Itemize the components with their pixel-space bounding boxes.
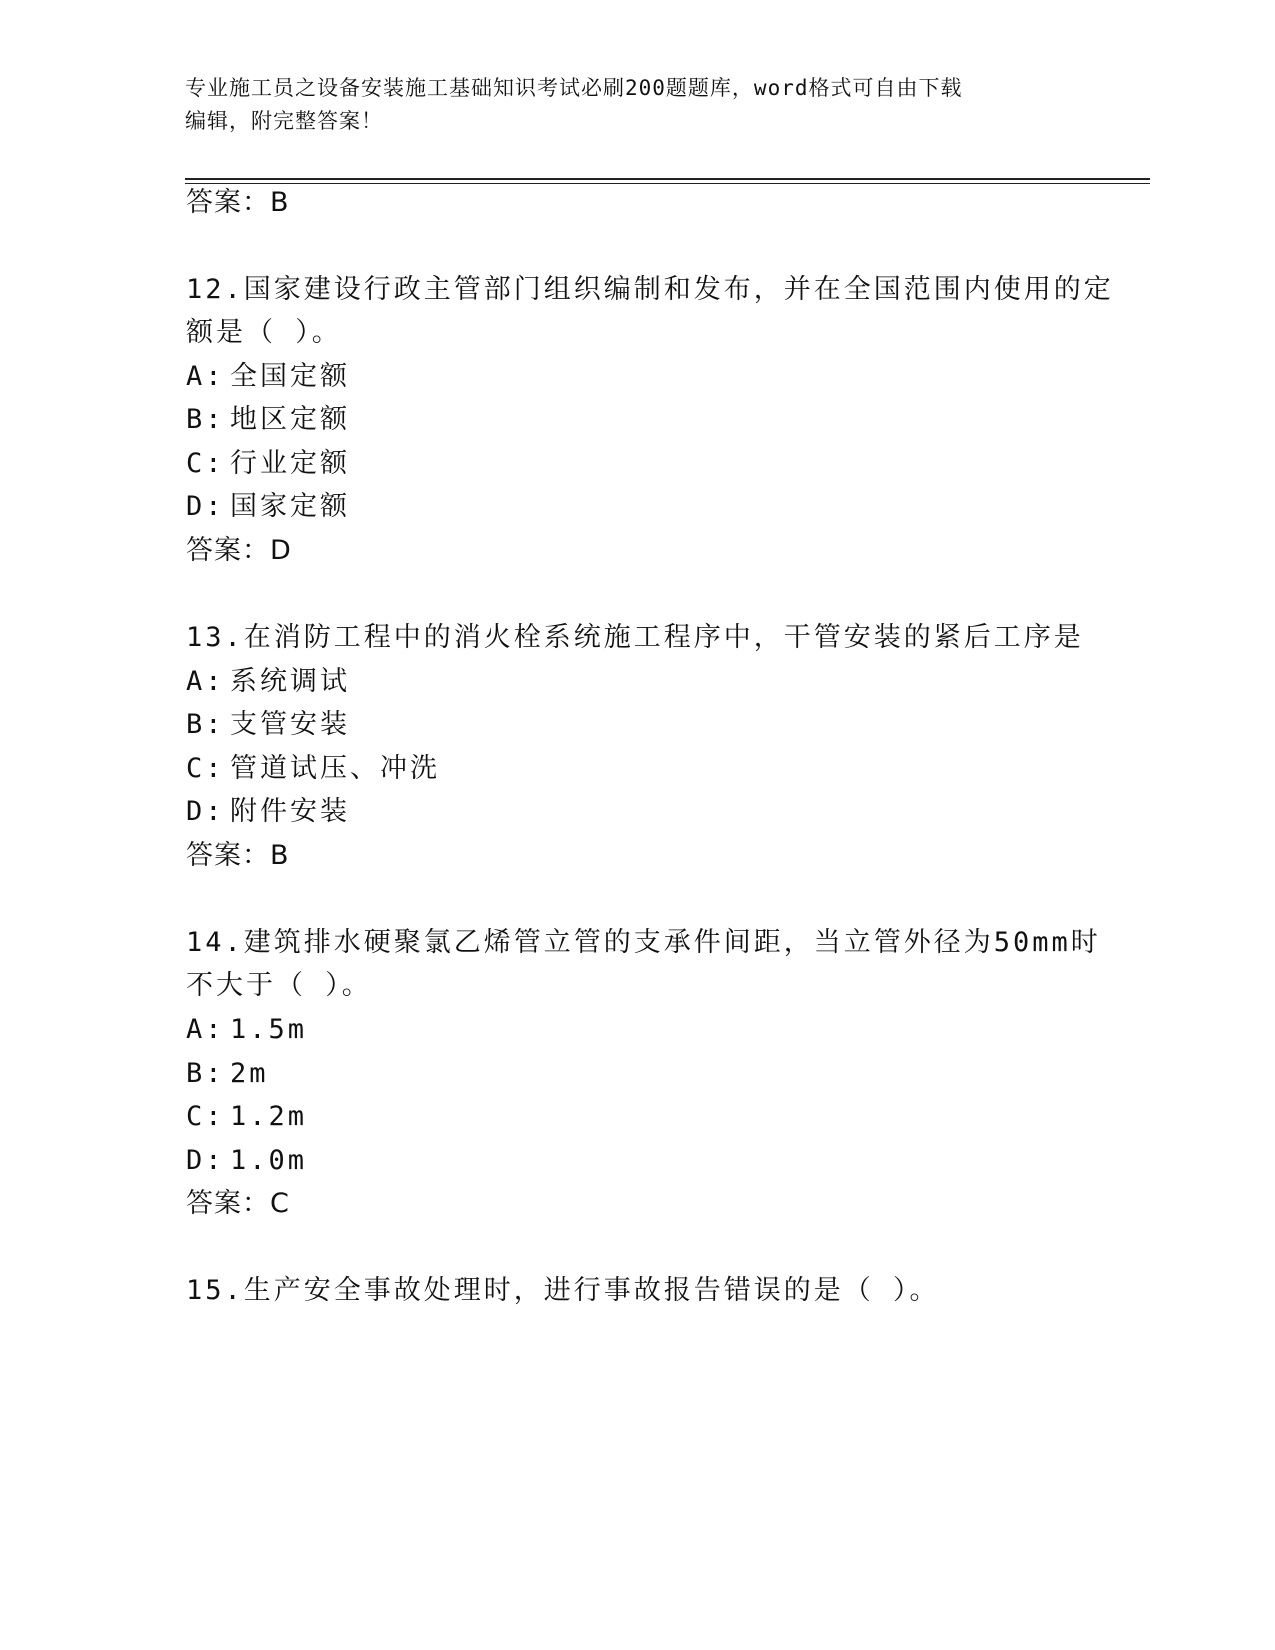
option-text: 1.0m xyxy=(230,1145,308,1176)
option-text: 地区定额 xyxy=(230,404,350,435)
option-label: B: xyxy=(186,709,225,740)
header-divider-thick xyxy=(185,178,1150,180)
option-d xyxy=(186,795,350,829)
previous-answer: 答案：B xyxy=(186,187,290,218)
option-d xyxy=(186,1144,307,1178)
option-c xyxy=(186,1100,307,1134)
question-stem-line: 14.建筑排水硬聚氯乙烯管立管的支承件间距，当立管外径为50mm时 xyxy=(186,927,1101,958)
question-stem-line: 额是（ ）。 xyxy=(186,317,342,348)
header-line-1: 专业施工员之设备安装施工基础知识考试必刷200题题库，word格式可自由下载 xyxy=(185,76,963,100)
question-stem-line: 不大于（ ）。 xyxy=(186,970,372,1001)
option-label: D: xyxy=(186,796,225,827)
document-header xyxy=(185,72,1085,138)
option-label: C: xyxy=(186,753,225,784)
question-stem-line: 15.生产安全事故处理时，进行事故报告错误的是（ ）。 xyxy=(186,1275,940,1306)
option-text: 全国定额 xyxy=(230,361,350,392)
option-label: C: xyxy=(186,1101,225,1132)
option-label: A: xyxy=(186,666,225,697)
option-text: 系统调试 xyxy=(230,666,350,697)
option-b xyxy=(186,708,350,742)
option-text: 1.5m xyxy=(230,1014,308,1045)
question-stem-line: 13.在消防工程中的消火栓系统施工程序中，干管安装的紧后工序是 xyxy=(186,622,1084,653)
option-text: 2m xyxy=(230,1058,269,1089)
option-text: 管道试压、冲洗 xyxy=(230,753,440,784)
option-label: A: xyxy=(186,1014,225,1045)
option-text: 附件安装 xyxy=(230,796,350,827)
option-label: C: xyxy=(186,448,225,479)
option-label: D: xyxy=(186,491,225,522)
answer-line: 答案：B xyxy=(186,840,290,871)
header-line-2: 编辑，附完整答案！ xyxy=(185,109,383,133)
question-stem-line: 12.国家建设行政主管部门组织编制和发布，并在全国范围内使用的定 xyxy=(186,274,1114,305)
option-text: 国家定额 xyxy=(230,491,350,522)
option-a xyxy=(186,665,350,699)
option-label: A: xyxy=(186,361,225,392)
option-label: B: xyxy=(186,404,225,435)
option-text: 1.2m xyxy=(230,1101,308,1132)
option-c xyxy=(186,447,350,481)
option-label: D: xyxy=(186,1145,225,1176)
option-d xyxy=(186,490,350,524)
header-divider-thin xyxy=(185,183,1150,184)
option-text: 支管安装 xyxy=(230,709,350,740)
option-a xyxy=(186,360,350,394)
option-b xyxy=(186,1057,269,1091)
option-c xyxy=(186,752,440,786)
answer-line: 答案：D xyxy=(186,535,292,566)
option-a xyxy=(186,1013,307,1047)
option-text: 行业定额 xyxy=(230,448,350,479)
option-b xyxy=(186,403,350,437)
answer-line: 答案：C xyxy=(186,1188,290,1219)
option-label: B: xyxy=(186,1058,225,1089)
